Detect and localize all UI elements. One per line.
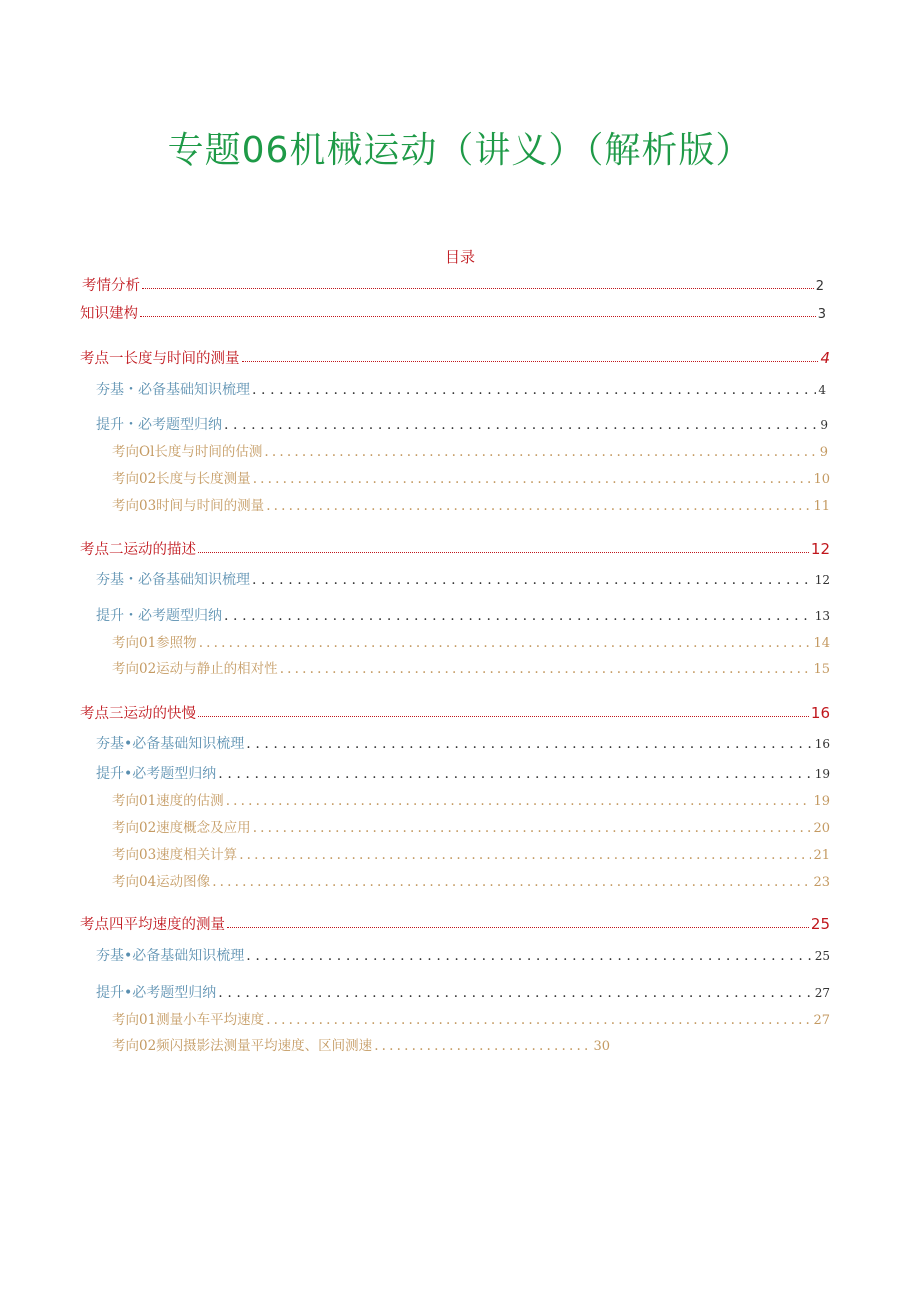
toc-entry-direction[interactable]	[112, 816, 830, 836]
toc-entry-label: 夯基・必备基础知识梳理	[96, 382, 250, 398]
toc-entry-label: 考向02运动与静止的相对性	[112, 661, 278, 677]
toc-entry-page: 2	[815, 279, 824, 294]
toc-entry-page: 9	[820, 418, 828, 432]
toc-entry-label: 考点二运动的描述	[80, 542, 196, 558]
toc-entry-page: 25	[814, 949, 830, 963]
toc-entry-direction[interactable]	[112, 631, 830, 651]
toc-entry-page: 16	[810, 704, 830, 722]
toc-entry-label: 考向02速度概念及应用	[112, 820, 251, 836]
toc-entry-page: 21	[813, 848, 830, 863]
toc-entry-advanced[interactable]	[96, 414, 828, 434]
toc-entry-label: 考点三运动的快慢	[80, 706, 196, 722]
toc-entry-direction[interactable]	[112, 467, 830, 487]
toc-entry-page: 11	[813, 499, 830, 514]
toc-entry-page: 9	[819, 445, 828, 460]
toc-entry-page: 15	[813, 662, 830, 677]
toc-entry-label: 考点四平均速度的测量	[80, 917, 225, 933]
toc-entry-advanced[interactable]	[96, 763, 830, 783]
toc-entry-label: 提升•必考题型归纳	[96, 985, 217, 1001]
document-title: 专题06机械运动（讲义）（解析版）	[167, 130, 753, 171]
toc-entry-basics[interactable]	[96, 569, 830, 589]
toc-entry-page: 3	[817, 307, 826, 322]
toc-entry-topic-2[interactable]	[80, 538, 830, 559]
toc-entry-label: 考向02长度与长度测量	[112, 471, 251, 487]
toc-entry-direction[interactable]	[112, 440, 828, 460]
toc-entry-topic-1[interactable]	[80, 347, 830, 368]
toc-heading: 目录	[444, 248, 475, 266]
toc-entry-page: 19	[813, 794, 830, 809]
toc-entry-label: 夯基•必备基础知识梳理	[96, 736, 245, 752]
toc-entry-page: 4	[820, 349, 830, 367]
toc-entry-direction[interactable]	[112, 494, 830, 514]
toc-entry-advanced[interactable]	[96, 605, 830, 625]
toc-entry-direction[interactable]	[112, 657, 830, 677]
toc-entry-label: 提升•必考题型归纳	[96, 766, 217, 782]
toc-entry-analysis[interactable]	[82, 274, 824, 295]
toc-entry-label: 考情分析	[82, 278, 140, 294]
toc-entry-page: 10	[813, 472, 830, 487]
toc-entry-structure[interactable]	[80, 302, 826, 323]
toc-entry-direction[interactable]	[112, 1034, 610, 1054]
toc-entry-topic-4[interactable]	[80, 913, 830, 934]
toc-entry-page: 25	[810, 915, 830, 933]
toc-entry-direction[interactable]	[112, 789, 830, 809]
toc-entry-label: 知识建构	[80, 306, 138, 322]
toc-entry-label: 考向03时间与时间的测量	[112, 498, 265, 514]
toc-entry-page: 20	[813, 821, 830, 836]
toc-entry-label: 考向03速度相关计算	[112, 847, 238, 863]
toc-entry-page: 30	[593, 1039, 610, 1054]
toc-entry-label: 提升・必考题型归纳	[96, 608, 222, 624]
toc-entry-page: 4	[818, 383, 826, 397]
toc-entry-page: 27	[814, 986, 830, 1000]
toc-entry-label: 考向01测量小车平均速度	[112, 1012, 265, 1028]
toc-entry-advanced[interactable]	[96, 982, 830, 1002]
toc-entry-label: 考向01参照物	[112, 635, 197, 651]
toc-entry-basics[interactable]	[96, 379, 826, 399]
toc-entry-page: 16	[814, 737, 830, 751]
toc-entry-direction[interactable]	[112, 843, 830, 863]
toc-entry-page: 13	[814, 609, 830, 623]
toc-entry-topic-3[interactable]	[80, 702, 830, 723]
toc-entry-label: 夯基•必备基础知识梳理	[96, 948, 245, 964]
toc-entry-label: 考向02频闪摄影法测量平均速度、区间测速	[112, 1038, 373, 1054]
toc-entry-label: 提升・必考题型归纳	[96, 417, 222, 433]
toc-entry-page: 12	[810, 540, 830, 558]
toc-entry-page: 19	[814, 767, 830, 781]
toc-entry-direction[interactable]	[112, 1008, 830, 1028]
toc-entry-label: 考点一长度与时间的测量	[80, 351, 240, 367]
toc-entry-basics[interactable]	[96, 733, 830, 753]
toc-entry-label: 夯基・必备基础知识梳理	[96, 572, 250, 588]
toc-entry-page: 12	[814, 573, 830, 587]
toc-entry-label: 考向01速度的估测	[112, 793, 224, 809]
toc-entry-direction[interactable]	[112, 870, 830, 890]
toc-entry-label: 考向04运动图像	[112, 874, 211, 890]
toc-entry-basics[interactable]	[96, 945, 830, 965]
toc-entry-page: 27	[813, 1013, 830, 1028]
toc-entry-label: 考向Ol长度与时间的估测	[112, 444, 263, 460]
toc-entry-page: 23	[813, 875, 830, 890]
toc-entry-page: 14	[813, 636, 830, 651]
